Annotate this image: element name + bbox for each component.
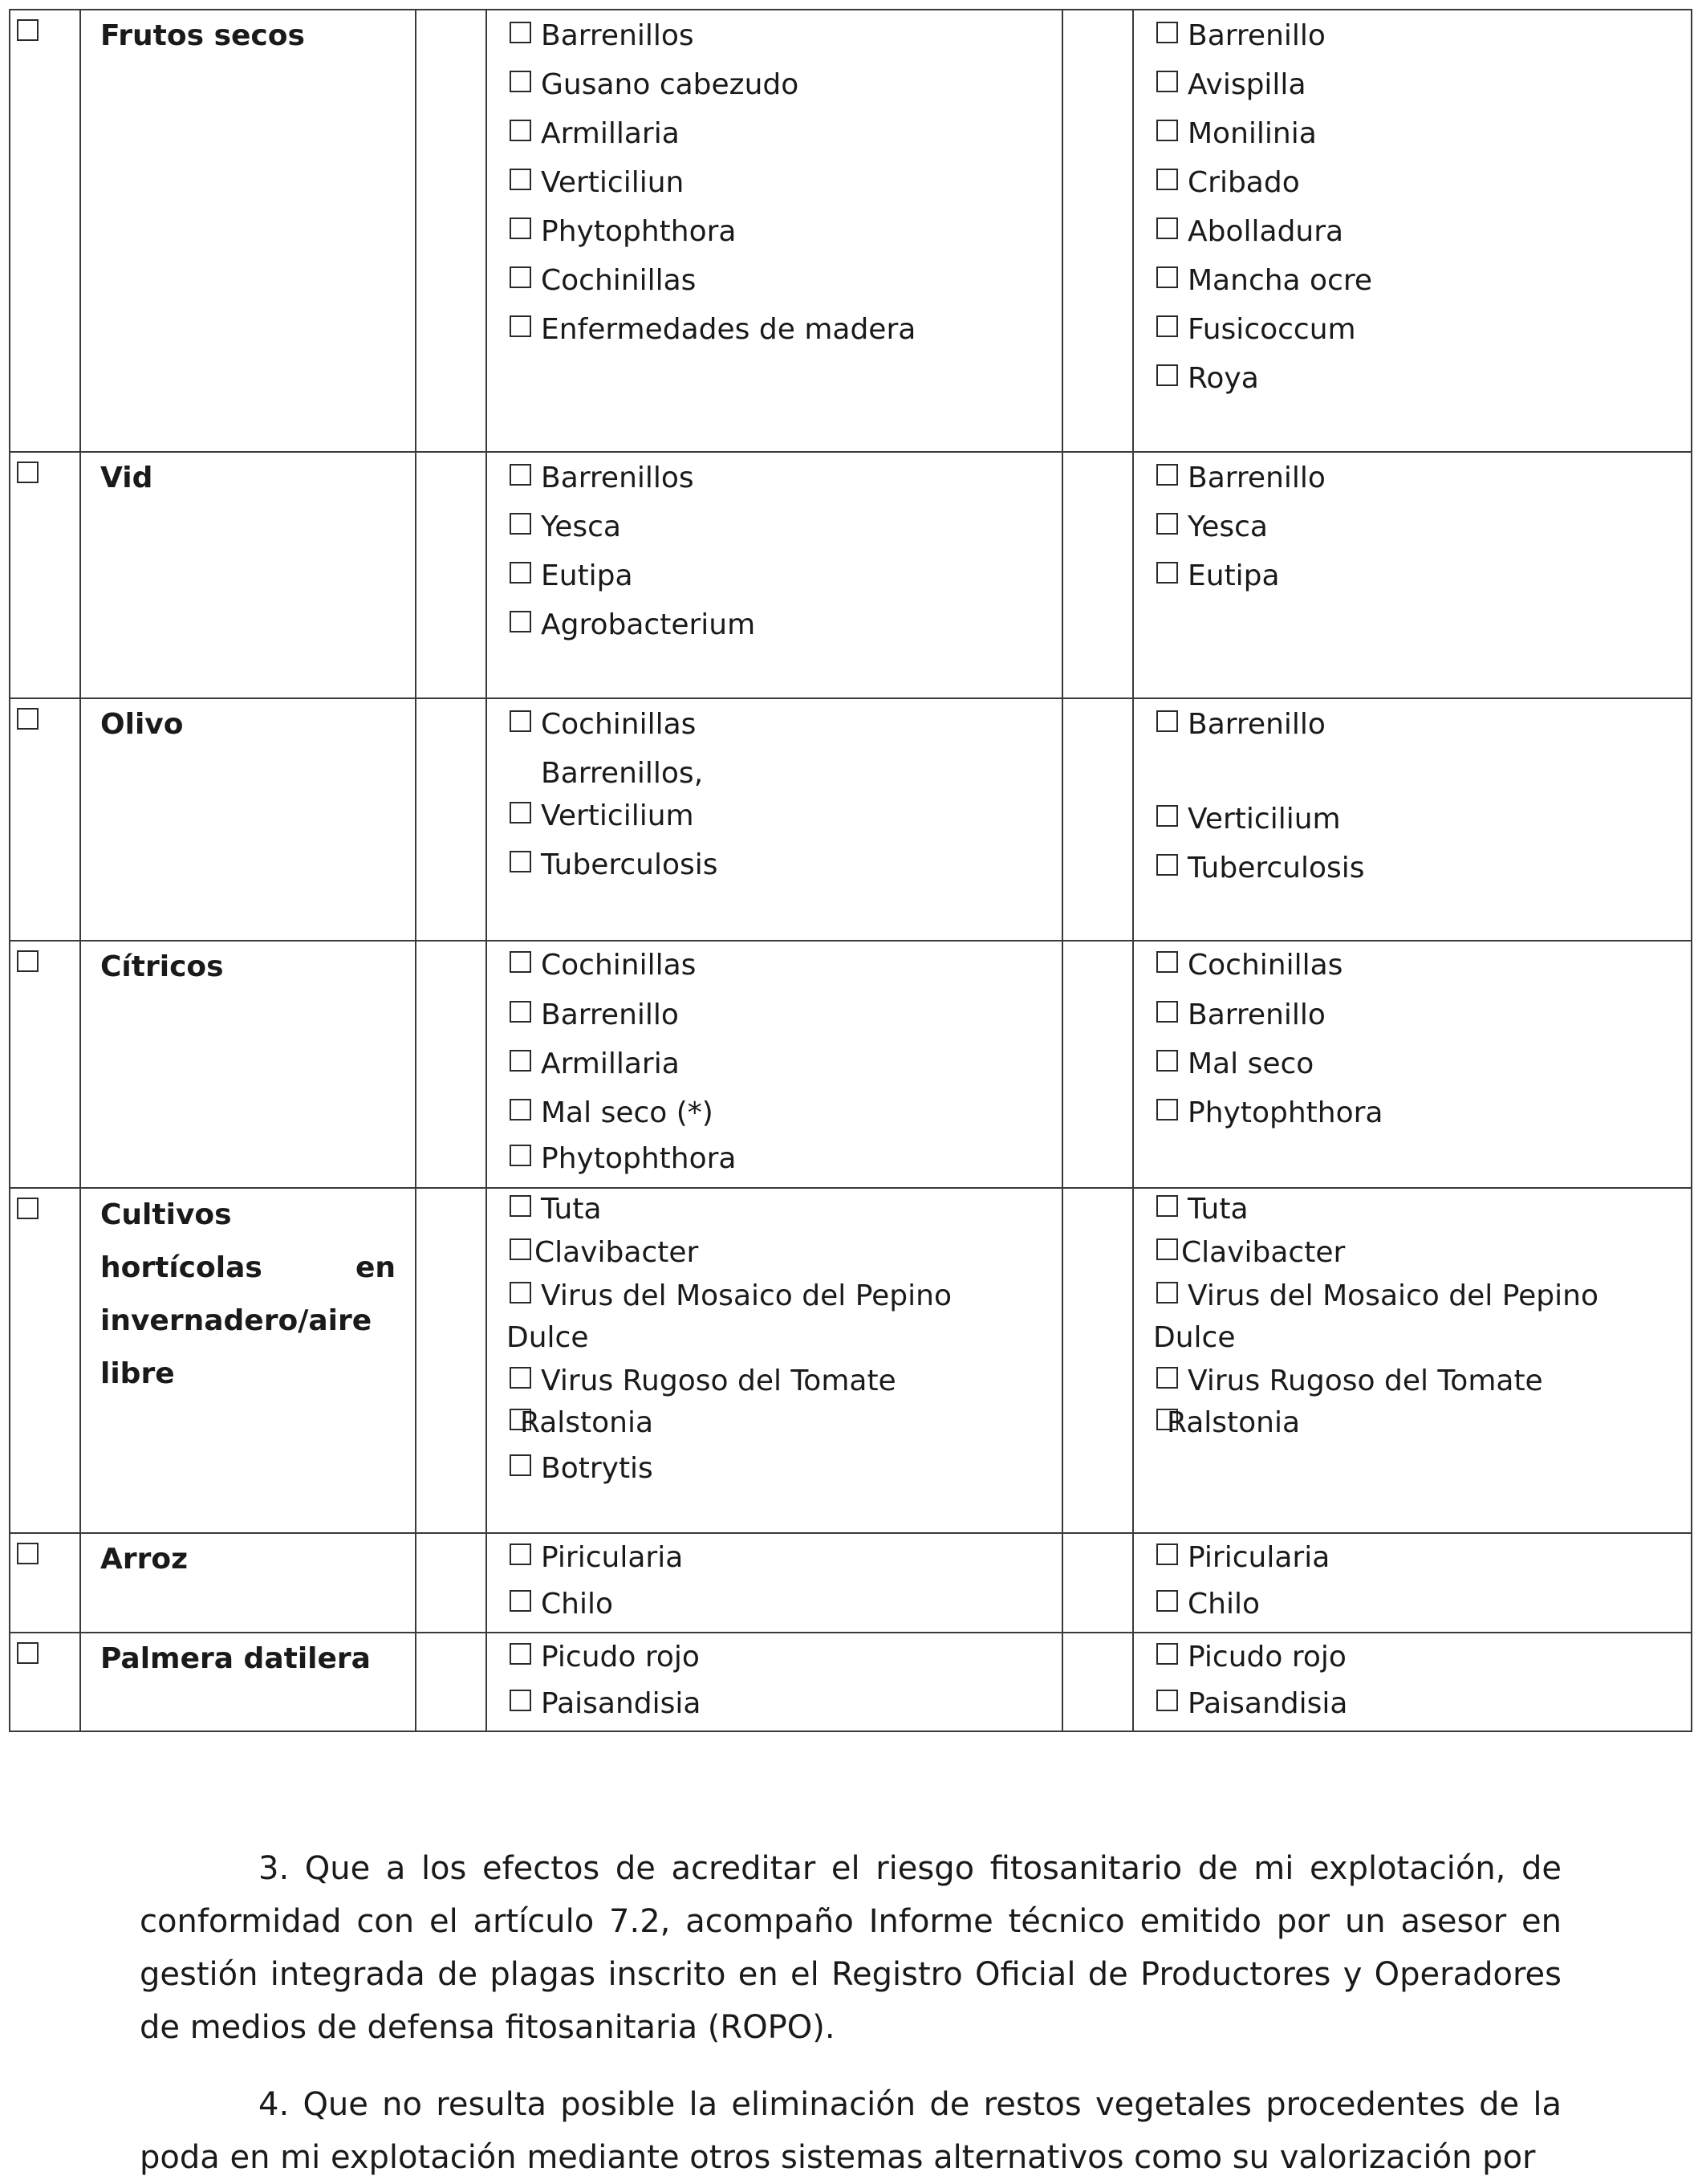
list-item: Mancha ocre <box>1156 266 1691 315</box>
list-item: Tuberculosis <box>1156 854 1691 903</box>
list-item: Piricularia <box>1156 1543 1691 1590</box>
crop-checkbox-arroz[interactable] <box>17 1543 39 1564</box>
pest-checkbox[interactable] <box>510 22 531 43</box>
crop-checkbox-horticolas[interactable] <box>17 1198 39 1219</box>
list-item: Barrenillos, <box>541 757 704 790</box>
pest-checkbox[interactable] <box>510 266 531 288</box>
crop-name: Cultivos hortícolas en invernadero/aire libre <box>100 1198 396 1390</box>
list-item: Verticilium <box>510 802 1062 851</box>
pest-checkbox[interactable] <box>510 562 531 584</box>
table-row <box>10 452 1692 698</box>
crop-name: Vid <box>100 462 153 494</box>
list-item: Mal seco <box>1156 1050 1691 1099</box>
list-item: Botrytis <box>510 1454 1062 1503</box>
list-item: Barrenillos <box>510 22 1062 71</box>
pest-checkbox[interactable] <box>1156 1643 1178 1665</box>
pest-checkbox[interactable] <box>1156 951 1178 973</box>
list-item: Roya <box>1156 364 1691 413</box>
pest-checkbox[interactable] <box>510 1643 531 1665</box>
table-row <box>10 1533 1692 1633</box>
list-item: Eutipa <box>1156 562 1691 611</box>
pest-checkbox[interactable] <box>510 1195 531 1217</box>
list-item: Eutipa <box>510 562 1062 611</box>
list-item: Armillaria <box>510 1050 1062 1099</box>
pest-checkbox[interactable] <box>1156 1050 1178 1072</box>
pest-checkbox[interactable] <box>510 951 531 973</box>
table-row <box>10 1633 1692 1731</box>
crop-checkbox-vid[interactable] <box>17 462 39 483</box>
crop-checkbox-citricos[interactable] <box>17 950 39 972</box>
table-row <box>10 10 1692 452</box>
pest-checkbox[interactable] <box>510 1145 531 1166</box>
pest-checkbox[interactable] <box>510 120 531 141</box>
table-row <box>10 941 1692 1188</box>
crop-name: Frutos secos <box>100 19 305 52</box>
list-item: Tuta <box>510 1195 1062 1238</box>
list-item: Ralstonia <box>510 1409 1062 1454</box>
pest-checkbox[interactable] <box>1156 464 1178 486</box>
pest-checkbox[interactable] <box>1156 805 1178 827</box>
list-item: Cochinillas <box>510 951 1062 1001</box>
list-item: Cochinillas <box>510 266 1062 315</box>
list-item: Paisandisia <box>1156 1690 1691 1728</box>
pest-checkbox[interactable] <box>1156 120 1178 141</box>
list-item: Phytophthora <box>510 218 1062 266</box>
pest-checkbox[interactable] <box>510 1099 531 1120</box>
pest-checkbox[interactable] <box>510 169 531 190</box>
list-item: Agrobacterium <box>510 611 1062 660</box>
list-item: Piricularia <box>510 1543 1062 1590</box>
paragraph-4: 4. Que no resulta posible la eliminación de restos vegetales procedentes de la poda en mi explotación mediante otros sistemas alternativos como su valorización por <box>140 2086 1562 2176</box>
table-row <box>10 698 1692 941</box>
list-item: Tuberculosis <box>510 851 1062 893</box>
pest-checkbox[interactable] <box>1156 364 1178 386</box>
pest-checkbox[interactable] <box>510 1590 531 1612</box>
list-item: Yesca <box>510 513 1062 562</box>
list-item: Picudo rojo <box>510 1643 1062 1690</box>
pest-checkbox[interactable] <box>1156 169 1178 190</box>
pest-checkbox[interactable] <box>510 851 531 872</box>
list-item: Tuta <box>1156 1195 1691 1238</box>
pest-checkbox[interactable] <box>510 1367 531 1389</box>
crop-pest-table <box>9 9 1692 1732</box>
pest-checkbox[interactable] <box>1156 315 1178 337</box>
pest-checkbox[interactable] <box>1156 22 1178 43</box>
list-item: Enfermedades de madera <box>510 315 1062 364</box>
list-item: Dulce <box>1153 1321 1236 1354</box>
list-item: Phytophthora <box>510 1145 1062 1187</box>
pest-checkbox[interactable] <box>510 611 531 632</box>
list-item: Dulce <box>506 1321 589 1354</box>
list-item: Virus Rugoso del Tomate <box>510 1367 1062 1409</box>
pest-checkbox[interactable] <box>1156 513 1178 535</box>
pest-checkbox[interactable] <box>1156 1690 1178 1711</box>
pest-checkbox[interactable] <box>1156 710 1178 732</box>
pest-checkbox[interactable] <box>1156 71 1178 92</box>
pest-checkbox[interactable] <box>1156 854 1178 876</box>
pest-checkbox[interactable] <box>510 513 531 535</box>
list-item: Chilo <box>510 1590 1062 1629</box>
pest-checkbox[interactable] <box>510 315 531 337</box>
list-item: Verticilium <box>1156 805 1691 854</box>
paragraph-3: 3. Que a los efectos de acreditar el riesgo fitosanitario de mi explotación, de conformidad con el artículo 7.2, acompaño Informe técnico emitido por un asesor en gestión integrada de plagas inscrito en el Registro Oficial de Productores y Operadores de medios de defensa fitosanitaria (ROPO). <box>140 1850 1562 2046</box>
pest-checkbox[interactable] <box>1156 1367 1178 1389</box>
list-item: Ralstonia <box>1156 1409 1691 1454</box>
list-item: Virus del Mosaico del Pepino <box>1156 1282 1691 1324</box>
pest-checkbox[interactable] <box>510 218 531 239</box>
list-item: Clavibacter <box>1156 1238 1691 1282</box>
crop-checkbox-palmera-datilera[interactable] <box>17 1642 39 1664</box>
list-item: Barrenillo <box>1156 710 1691 759</box>
list-item: Barrenillo <box>510 1001 1062 1050</box>
list-item: Fusicoccum <box>1156 315 1691 364</box>
list-item: Virus del Mosaico del Pepino <box>510 1282 1062 1324</box>
list-item: Barrenillo <box>1156 1001 1691 1050</box>
pest-checkbox[interactable] <box>1156 218 1178 239</box>
crop-checkbox-olivo[interactable] <box>17 708 39 730</box>
pest-checkbox[interactable] <box>510 71 531 92</box>
list-item: Clavibacter <box>510 1238 1062 1282</box>
pest-checkbox[interactable] <box>510 1001 531 1023</box>
pest-checkbox[interactable] <box>1156 1543 1178 1565</box>
list-item: Yesca <box>1156 513 1691 562</box>
pest-checkbox[interactable] <box>510 710 531 732</box>
pest-checkbox[interactable] <box>1156 562 1178 584</box>
pest-checkbox[interactable] <box>510 1238 531 1260</box>
pest-checkbox[interactable] <box>510 464 531 486</box>
list-item: Cribado <box>1156 169 1691 218</box>
list-item: Phytophthora <box>1156 1099 1691 1148</box>
table-row <box>10 1188 1692 1533</box>
list-item: Picudo rojo <box>1156 1643 1691 1690</box>
pest-checkbox[interactable] <box>510 1282 531 1303</box>
crop-name: Olivo <box>100 708 184 741</box>
list-item: Mal seco (*) <box>510 1099 1062 1145</box>
crop-name: Cítricos <box>100 950 224 983</box>
list-item: Armillaria <box>510 120 1062 169</box>
crop-name: Arroz <box>100 1543 189 1576</box>
pest-checkbox[interactable] <box>1156 1238 1178 1260</box>
pest-checkbox[interactable] <box>510 802 531 824</box>
list-item: Monilinia <box>1156 120 1691 169</box>
list-item: Gusano cabezudo <box>510 71 1062 120</box>
pest-checkbox[interactable] <box>1156 1590 1178 1612</box>
pest-checkbox[interactable] <box>1156 1195 1178 1217</box>
list-item: Paisandisia <box>510 1690 1062 1728</box>
list-item: Avispilla <box>1156 71 1691 120</box>
list-item: Abolladura <box>1156 218 1691 266</box>
list-item: Virus Rugoso del Tomate <box>1156 1367 1691 1409</box>
pest-checkbox[interactable] <box>1156 266 1178 288</box>
crop-name: Palmera datilera <box>100 1642 371 1675</box>
list-item: Cochinillas <box>1156 951 1691 1001</box>
list-item: Barrenillos <box>510 464 1062 513</box>
pest-checkbox[interactable] <box>1156 1282 1178 1303</box>
list-item: Barrenillo <box>1156 464 1691 513</box>
pest-checkbox[interactable] <box>510 1454 531 1476</box>
pest-checkbox[interactable] <box>510 1690 531 1711</box>
pest-checkbox[interactable] <box>510 1050 531 1072</box>
pest-checkbox[interactable] <box>1156 1001 1178 1023</box>
pest-checkbox[interactable] <box>1156 1099 1178 1120</box>
crop-checkbox-frutos-secos[interactable] <box>17 19 39 41</box>
list-item: Cochinillas <box>510 710 1062 759</box>
list-item: Verticiliun <box>510 169 1062 218</box>
list-item: Chilo <box>1156 1590 1691 1629</box>
pest-checkbox[interactable] <box>510 1543 531 1565</box>
list-item: Barrenillo <box>1156 22 1691 71</box>
